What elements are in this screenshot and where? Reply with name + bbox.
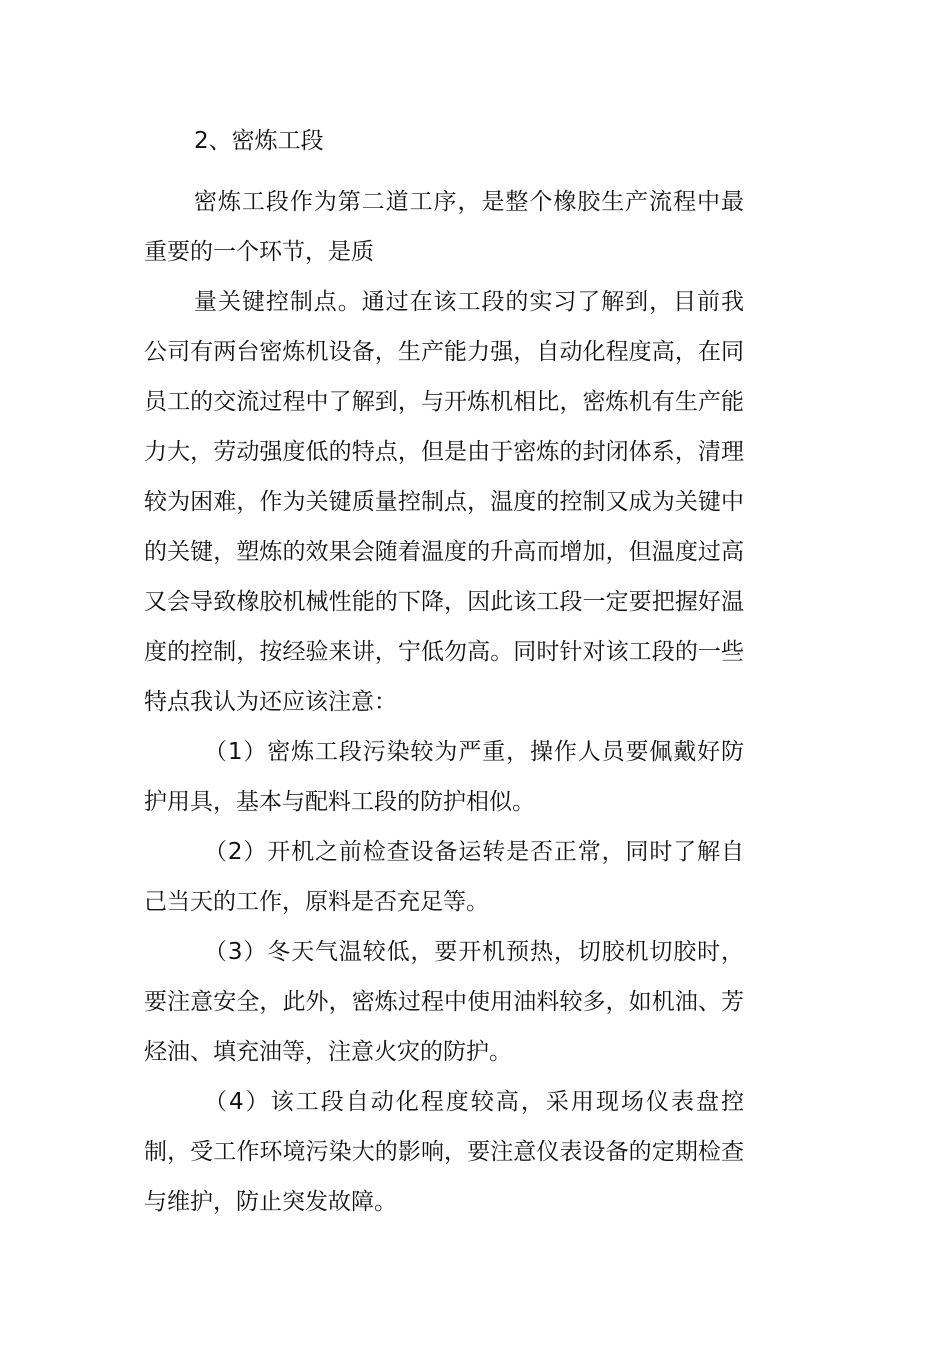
paragraph-item-4: （4）该工段自动化程度较高，采用现场仪表盘控制，受工作环境污染大的影响，要注意仪表设备的定期检查与维护，防止突发故障。 bbox=[144, 1089, 744, 1215]
paragraph-item-3: （3）冬天气温较低，要开机预热，切胶机切胶时，要注意安全，此外，密炼过程中使用油料较多，如机油、芳烃油、填充油等，注意火灾的防护。 bbox=[144, 939, 744, 1065]
paragraph-main: 量关键控制点。通过在该工段的实习了解到，目前我公司有两台密炼机设备，生产能力强，自动化程度高，在同员工的交流过程中了解到，与开炼机相比，密炼机有生产能力大，劳动强度低的特点，但是由于密炼的封闭体系，清理较为困难，作为关键质量控制点，温度的控制又成为关键中的关键，塑炼的效果会随着温度的升高而增加，但温度过高又会导致橡胶机械性能的下降，因此该工段一定要把握好温度的控制，按经验来讲，宁低勿高。同时针对该工段的一些特点我认为还应该注意： bbox=[144, 289, 744, 715]
section-heading: 2、密炼工段 bbox=[194, 128, 324, 154]
paragraph-intro: 密炼工段作为第二道工序，是整个橡胶生产流程中最重要的一个环节，是质 bbox=[144, 189, 744, 265]
paragraph-item-1: （1）密炼工段污染较为严重，操作人员要佩戴好防护用具，基本与配料工段的防护相似。 bbox=[144, 739, 744, 815]
paragraph-item-2: （2）开机之前检查设备运转是否正常，同时了解自己当天的工作，原料是否充足等。 bbox=[144, 839, 744, 915]
